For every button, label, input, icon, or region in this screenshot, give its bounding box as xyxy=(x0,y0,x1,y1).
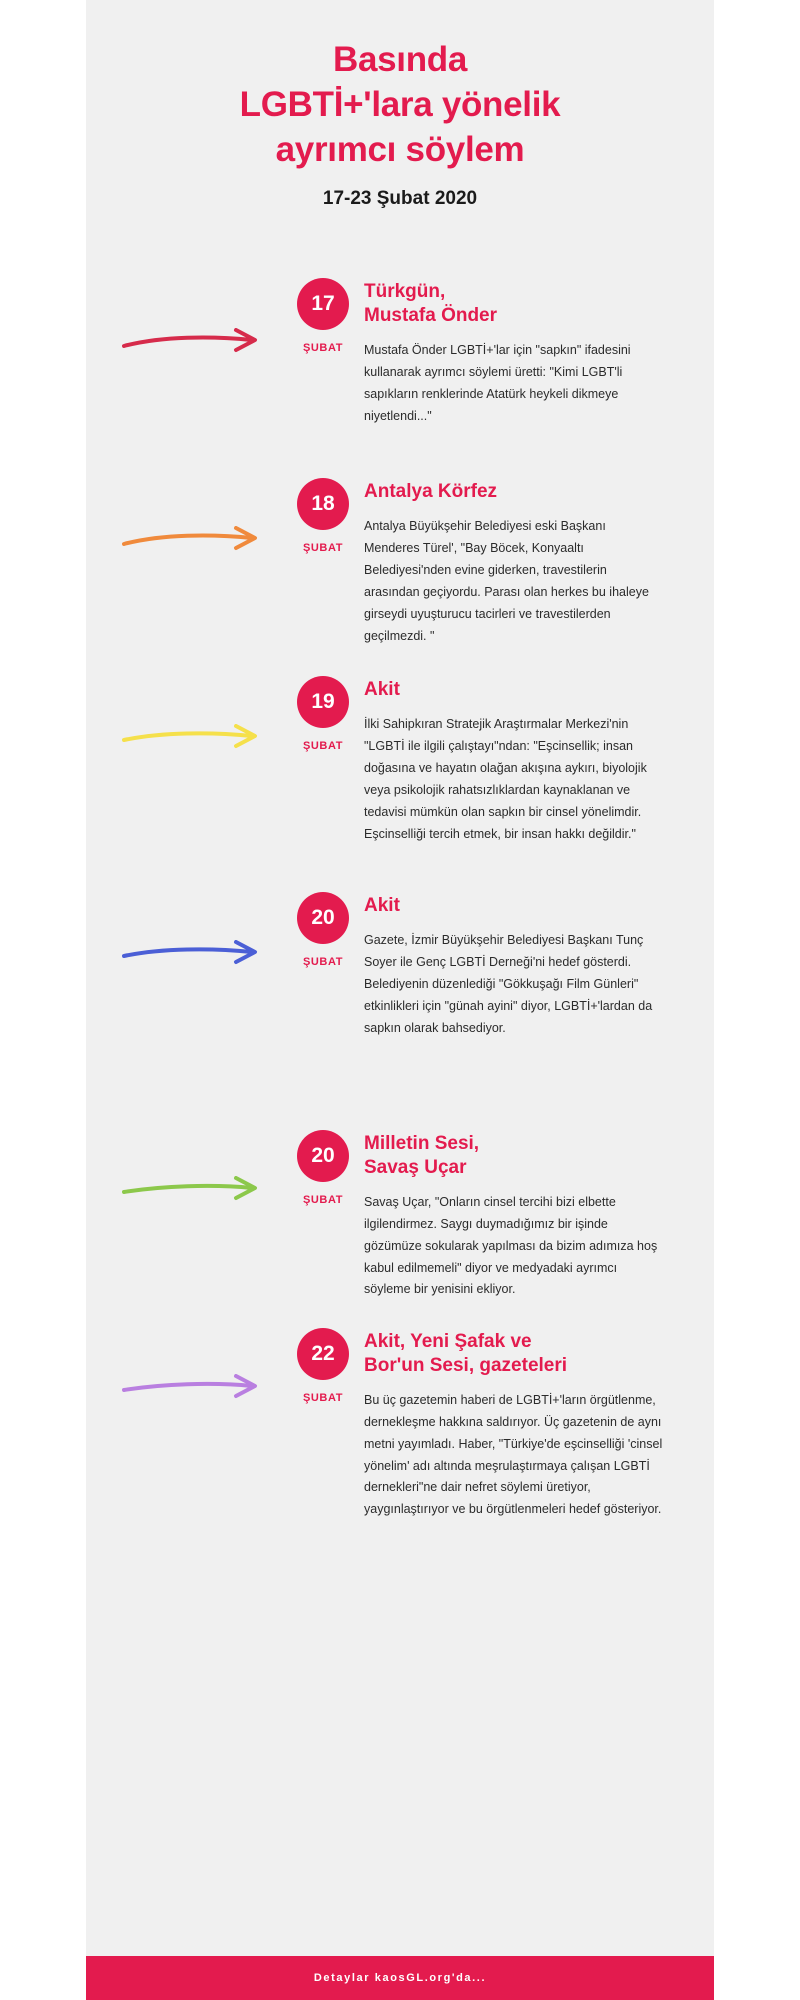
entry-source-line-1: Akit, Yeni Şafak ve xyxy=(364,1331,532,1353)
entry-text: Bu üç gazetemin haberi de LGBTİ+'ların örgütlenme, dernekleşme hakkına saldırıyor. Üç gazetenin de aynı metni yayımladı. Haber, "Türkiye'de eşcinselliği 'cinsel yönelim' adı altında meşrulaştırmaya çalışan LGBTİ dernekleri"ne dair nefret söylemi üretiyor, yaygınlaştırıyor ve bu örgütlenmeleri hedef gösteriyor. xyxy=(364,1392,663,1517)
entry-text: Antalya Büyükşehir Belediyesi eski Başkanı Menderes Türel', "Bay Böcek, Konyaaltı Belediyesi'nden evine giderken, travestilerin arasından geçiyordu. Parası olan herkes bu ihaleye girseydi uyuşturucu tacirleri ve travestilerden geçilmezdi. " xyxy=(364,519,649,643)
timeline-entries xyxy=(86,278,714,1517)
entry-source-title: Antalya Körfez xyxy=(364,481,498,503)
entry-source-line-2: Mustafa Önder xyxy=(364,305,498,327)
entry-source-title: Akit xyxy=(364,895,400,917)
page-title-line-1: Basında xyxy=(332,40,468,79)
month-label: ŞUBAT xyxy=(302,342,344,355)
day-badge: 18 xyxy=(297,478,349,530)
entry-date-column xyxy=(294,676,352,752)
day-badge: 22 xyxy=(297,1328,349,1380)
entry-text: Gazete, İzmir Büyükşehir Belediyesi Başkanı Tunç Soyer ile Genç LGBTİ Derneği'ni hedef gösterdi. Belediyenin düzenlediği "Gökkuşağı Film Günleri" etkinlikleri için "günah ayini" diyor, LGBTİ+'lardan da sapkın olarak bahsediyor. xyxy=(364,933,653,1035)
infographic-poster xyxy=(86,0,714,2000)
entry-source-title xyxy=(364,1330,664,1378)
entry-date-column xyxy=(294,892,352,968)
month-label: ŞUBAT xyxy=(302,956,344,969)
arrow-icon xyxy=(122,724,262,750)
month-label: ŞUBAT xyxy=(302,740,344,753)
entry-source-line-2: Savaş Uçar xyxy=(364,1157,467,1179)
entry-body xyxy=(364,480,664,647)
entry-source-title xyxy=(364,1132,664,1180)
timeline-entry xyxy=(86,278,714,423)
arrow-icon xyxy=(122,940,262,966)
entry-source-title: Akit xyxy=(364,679,400,701)
day-badge: 19 xyxy=(297,676,349,728)
page-title-line-2: LGBTİ+'lara yönelik xyxy=(239,84,561,124)
entry-body xyxy=(364,1132,664,1301)
arrow-icon xyxy=(122,1374,262,1400)
entry-text: Mustafa Önder LGBTİ+'lar için "sapkın" ifadesini kullanarak ayrımcı söylemi üretti: "Kimi LGBT'li sapıkların renklerinde Atatürk heykeli dikmeye niyetlendi..." xyxy=(364,342,631,423)
day-badge: 17 xyxy=(297,278,349,330)
date-range: 17-23 Şubat 2020 xyxy=(322,188,478,210)
arrow-icon xyxy=(122,526,262,552)
entry-body xyxy=(364,1330,664,1521)
entry-source-line-1: Milletin Sesi, xyxy=(364,1133,480,1155)
month-label: ŞUBAT xyxy=(302,1392,344,1405)
page-title-line-3: ayrımcı söylem xyxy=(275,129,525,169)
month-label: ŞUBAT xyxy=(302,1194,344,1207)
entry-source-line-1: Türkgün, xyxy=(364,281,446,303)
footer-text: Detaylar kaosGL.org'da... xyxy=(313,1972,487,1984)
entry-body xyxy=(364,894,664,1039)
entry-source-line-2: Bor'un Sesi, gazeteleri xyxy=(364,1355,568,1377)
entry-date-column xyxy=(294,1328,352,1404)
day-badge: 20 xyxy=(297,892,349,944)
month-label: ŞUBAT xyxy=(302,542,344,555)
poster-header xyxy=(86,0,714,210)
day-badge: 20 xyxy=(297,1130,349,1182)
arrow-icon xyxy=(122,1176,262,1202)
footer-bar xyxy=(86,1956,714,2000)
entry-text: İlki Sahipkıran Stratejik Araştırmalar Merkezi'nin "LGBTİ ile ilgili çalıştayı"ndan: "Eşcinsellik; insan doğasına ve hayatın olağan akışına aykırı, biyolojik veya psikolojik rahatsızlıklardan kaynaklanan ve tedavisi mümkün olan sapkın bir cinsel yönelimdir. Eşcinselliği tercih etmek, bir insan hakkı değildir." xyxy=(364,717,647,841)
page-title xyxy=(86,38,714,172)
entry-date-column xyxy=(294,1130,352,1206)
entry-body xyxy=(364,678,664,845)
entry-date-column xyxy=(294,478,352,554)
entry-text: Savaş Uçar, "Onların cinsel tercihi bizi elbette ilgilendirmez. Saygı duymadığımız bir işinde gözümüze sokularak yapılması da bizim adımıza hoş kabul edilmemeli" diyor ve medyadaki ayrımcı söyleme bir yenisini ekliyor. xyxy=(364,1194,658,1297)
